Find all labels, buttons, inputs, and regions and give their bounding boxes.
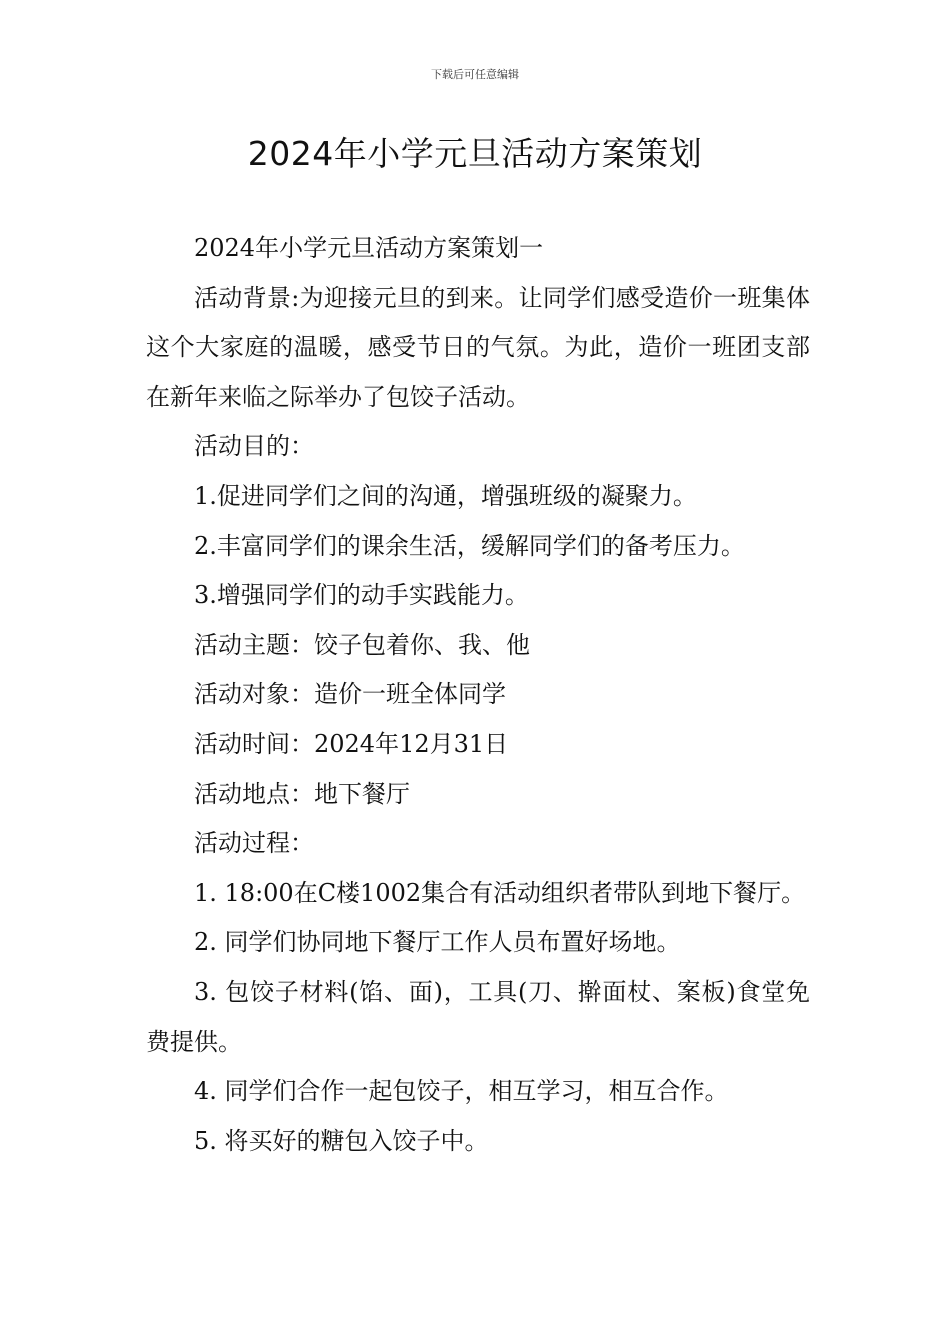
paragraph-process-1: 1. 18:00在C楼1002集合有活动组织者带队到地下餐厅。 (194, 878, 806, 907)
paragraph-purpose-heading: 活动目的： (194, 432, 314, 461)
paragraph-theme: 活动主题：饺子包着你、我、他 (194, 630, 530, 659)
paragraph-location: 活动地点：地下餐厅 (194, 779, 410, 808)
paragraph-process-5: 5. 将买好的糖包入饺子中。 (194, 1126, 489, 1155)
paragraph-process-2: 2. 同学们协同地下餐厅工作人员布置好场地。 (194, 928, 681, 957)
paragraph-process-3: 3. 包饺子材料(馅、面)，工具(刀、擀面杖、案板)食堂免费提供。 (146, 977, 810, 1056)
paragraph-audience: 活动对象：造价一班全体同学 (194, 680, 506, 709)
paragraph-purpose-2: 2.丰富同学们的课余生活，缓解同学们的备考压力。 (194, 531, 745, 560)
header-note: 下载后可任意编辑 (431, 68, 519, 81)
paragraph-purpose-1: 1.促进同学们之间的沟通，增强班级的凝聚力。 (194, 481, 697, 510)
paragraph-purpose-3: 3.增强同学们的动手实践能力。 (194, 581, 529, 610)
paragraph-subtitle: 2024年小学元旦活动方案策划一 (194, 234, 544, 262)
paragraph-process-heading: 活动过程： (194, 829, 314, 858)
document-body (146, 224, 810, 1166)
paragraph-process-4: 4. 同学们合作一起包饺子，相互学习，相互合作。 (194, 1077, 729, 1106)
document-title: 2024年小学元旦活动方案策划 (247, 134, 703, 173)
paragraph-background: 活动背景:为迎接元旦的到来。让同学们感受造价一班集体这个大家庭的温暖，感受节日的气氛。为此，造价一班团支部在新年来临之际举办了包饺子活动。 (146, 283, 810, 411)
paragraph-time: 活动时间：2024年12月31日 (194, 729, 509, 758)
